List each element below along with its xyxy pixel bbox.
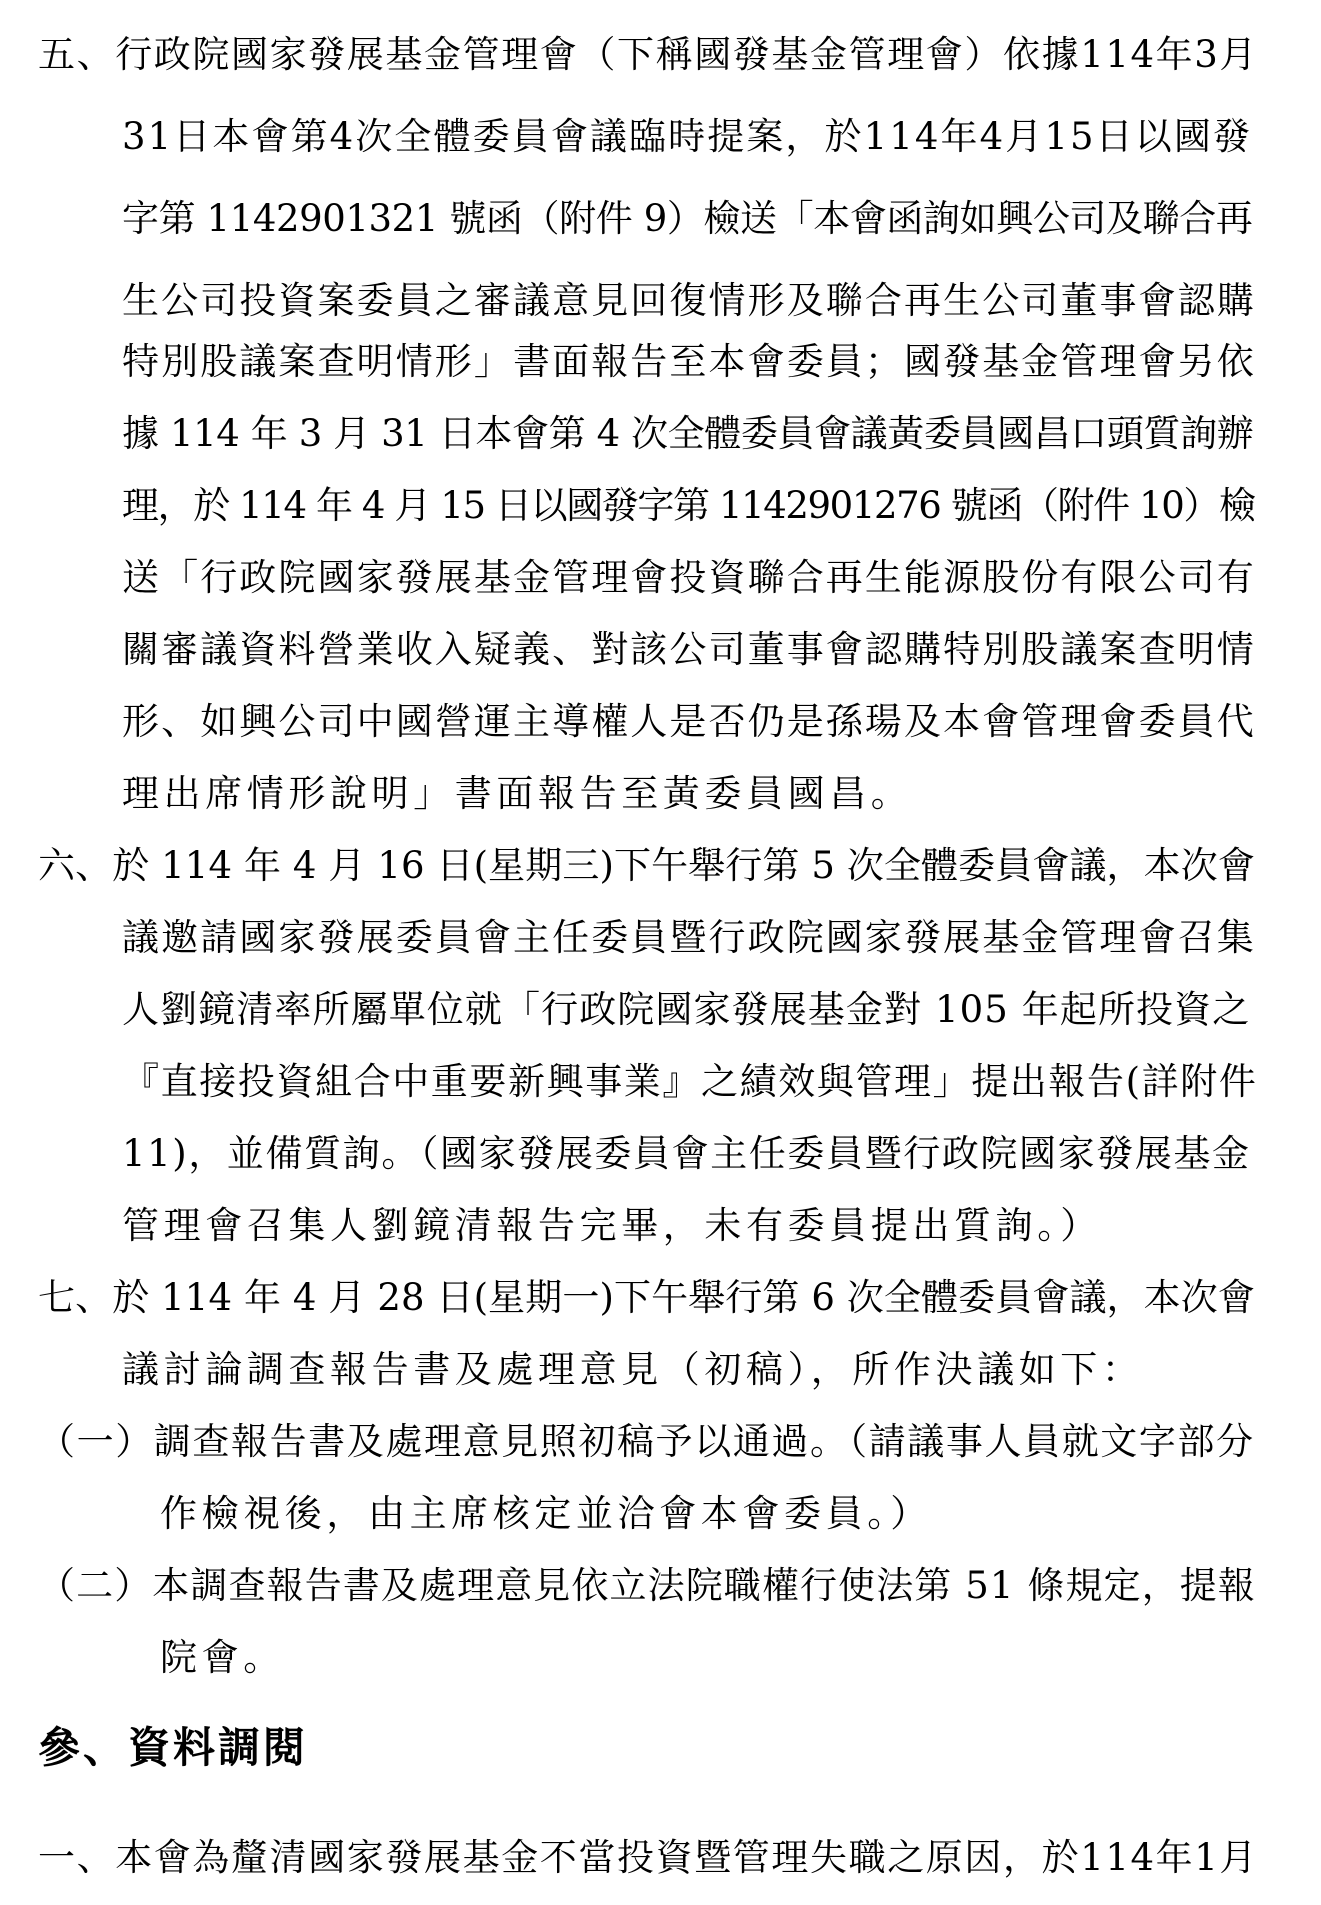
item-6-line-2: 議邀請國家發展委員會主任委員暨行政院國家發展基金管理會召集 [122, 916, 1256, 959]
item-5-line-2: 31日本會第4次全體委員會議臨時提案，於114年4月15日以國發 [122, 115, 1253, 158]
item-5-line-9: 關審議資料營業收入疑義、對該公司董事會認購特別股議案查明情 [122, 628, 1256, 671]
item-5-line-1: 五、行政院國家發展基金管理會（下稱國發基金管理會）依據114年3月 [38, 33, 1258, 76]
item-6-line-3: 人劉鏡清率所屬單位就「行政院國家發展基金對 105 年起所投資之 [122, 988, 1251, 1031]
sub-item-1-line-1: （一）調查報告書及處理意見照初稿予以通過。（請議事人員就文字部分 [38, 1420, 1255, 1463]
item-7-line-1: 七、於 114 年 4 月 28 日(星期一)下午舉行第 6 次全體委員會議，本次會 [38, 1276, 1255, 1319]
item-7-line-2: 議討論調查報告書及處理意見（初稿），所作決議如下： [122, 1348, 1144, 1391]
item-6-line-4: 『直接投資組合中重要新興事業』之績效與管理」提出報告(詳附件 [122, 1060, 1258, 1103]
item-5-line-4: 生公司投資案委員之審議意見回復情形及聯合再生公司董事會認購 [122, 279, 1256, 322]
item-5-line-11: 理出席情形說明」書面報告至黃委員國昌。 [122, 772, 913, 815]
sub-item-1-line-2: 作檢視後，由主席核定並洽會本會委員。） [160, 1492, 932, 1535]
item-5-line-3: 字第 1142901321 號函（附件 9）檢送「本會函詢如興公司及聯合再 [122, 197, 1253, 240]
item-6-line-5: 11)，並備質詢。（國家發展委員會主任委員暨行政院國家發展基金 [122, 1132, 1251, 1175]
item-5-line-6: 據 114 年 3 月 31 日本會第 4 次全體委員會議黃委員國昌口頭質詢辦 [122, 412, 1254, 455]
item-5-line-8: 送「行政院國家發展基金管理會投資聯合再生能源股份有限公司有 [122, 556, 1256, 599]
next-item-line-1: 一、本會為釐清國家發展基金不當投資暨管理失職之原因，於114年1月 [38, 1836, 1258, 1879]
item-6-line-1: 六、於 114 年 4 月 16 日(星期三)下午舉行第 5 次全體委員會議，本次會 [38, 844, 1255, 887]
item-5-line-7: 理，於 114 年 4 月 15 日以國發字第 1142901276 號函（附件 10）檢 [122, 484, 1255, 527]
sub-item-2-line-2: 院會。 [160, 1636, 285, 1679]
sub-item-2-line-1: （二）本調查報告書及處理意見依立法院職權行使法第 51 條規定，提報 [38, 1564, 1257, 1607]
item-5-line-10: 形、如興公司中國營運主導權人是否仍是孫瑒及本會管理會委員代 [122, 700, 1256, 743]
item-6-line-6: 管理會召集人劉鏡清報告完畢，未有委員提出質詢。） [122, 1204, 1102, 1247]
item-5-line-5: 特別股議案查明情形」書面報告至本會委員；國發基金管理會另依 [122, 340, 1256, 383]
section-heading: 參、資料調閱 [38, 1723, 309, 1772]
